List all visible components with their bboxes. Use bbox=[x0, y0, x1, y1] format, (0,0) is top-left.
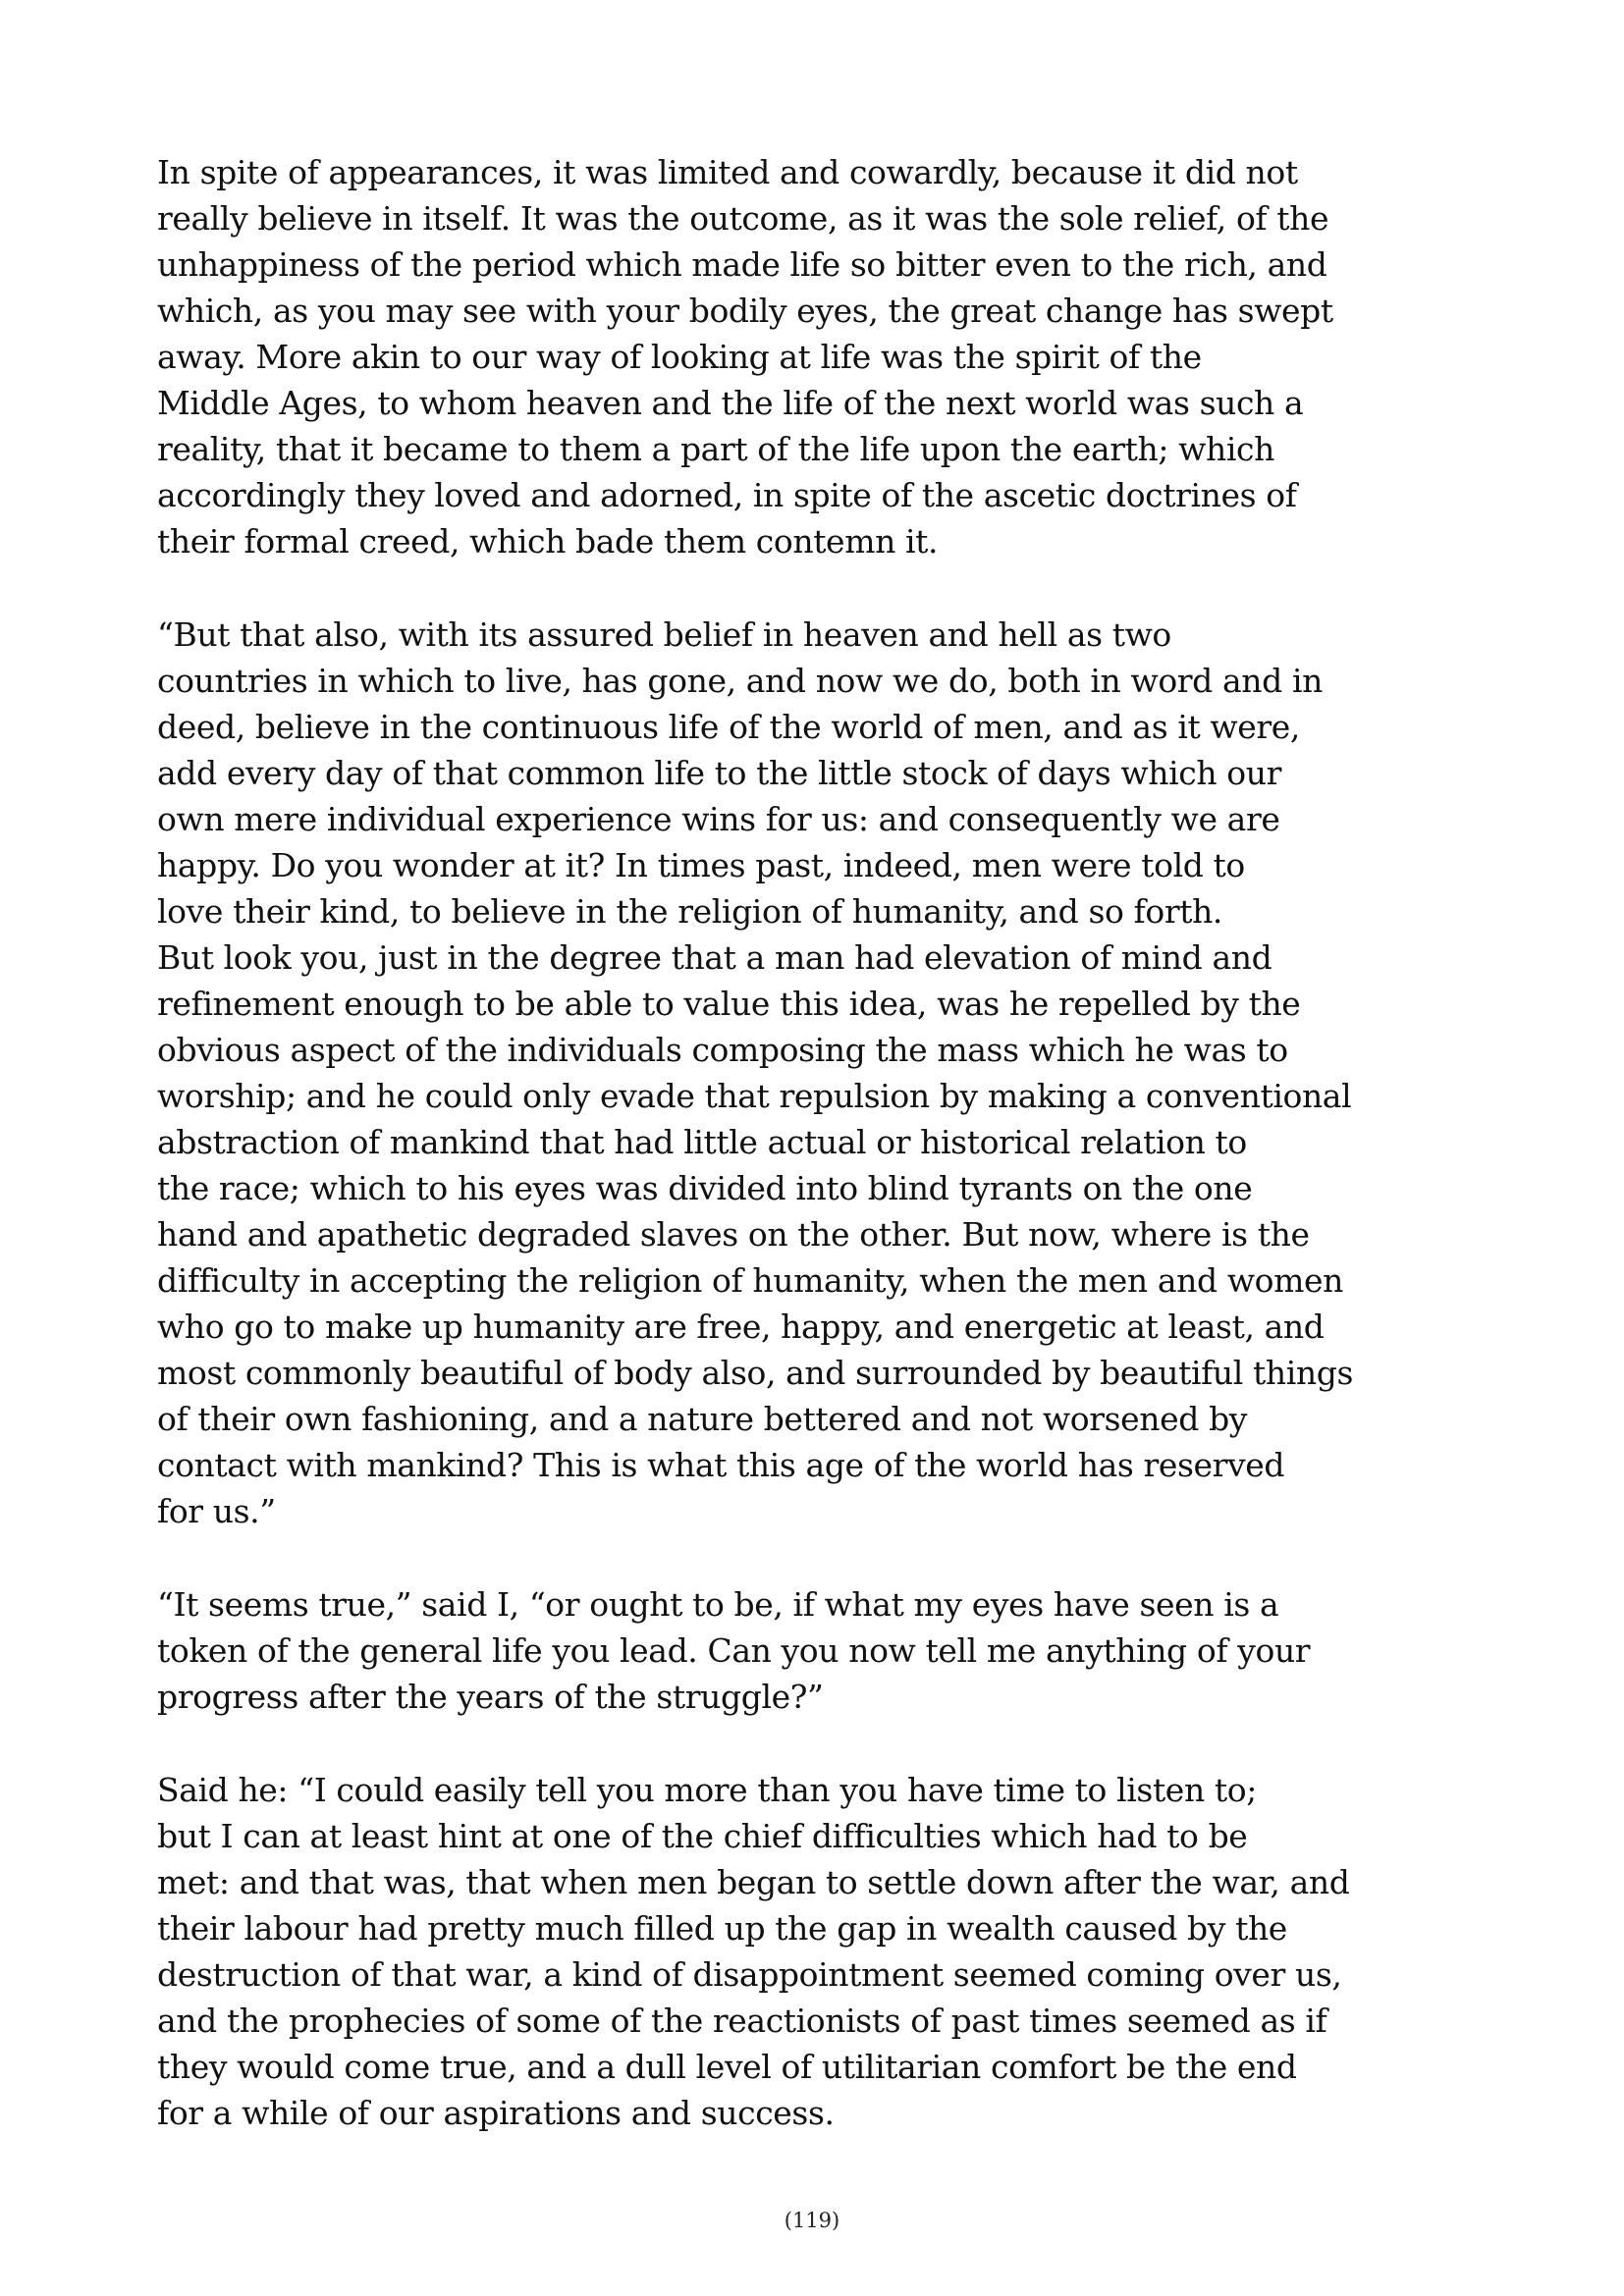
text-line: reality, that it became to them a part of the life upon the earth; which bbox=[157, 430, 1274, 468]
text-line: add every day of that common life to the little stock of days which our bbox=[157, 754, 1281, 792]
text-line: destruction of that war, a kind of disappointment seemed coming over us, bbox=[157, 1955, 1342, 1994]
text-line: hand and apathetic degraded slaves on the other. But now, where is the bbox=[157, 1215, 1310, 1254]
text-line: obvious aspect of the individuals composing the mass which he was to bbox=[157, 1031, 1288, 1069]
text-line: contact with mankind? This is what this age of the world has reserved bbox=[157, 1446, 1285, 1484]
text-line: But look you, just in the degree that a man had elevation of mind and bbox=[157, 938, 1272, 977]
body-text bbox=[157, 149, 1353, 2183]
text-line: “It seems true,” said I, “or ought to be, if what my eyes have seen is a bbox=[157, 1585, 1279, 1624]
text-line: who go to make up humanity are free, happy, and energetic at least, and bbox=[157, 1308, 1325, 1346]
paragraph bbox=[157, 612, 1353, 1534]
paragraph bbox=[157, 1767, 1350, 2136]
text-line: but I can at least hint at one of the chief difficulties which had to be bbox=[157, 1817, 1248, 1855]
text-line: their labour had pretty much filled up the gap in wealth caused by the bbox=[157, 1909, 1287, 1948]
text-line: most commonly beautiful of body also, and surrounded by beautiful things bbox=[157, 1354, 1353, 1392]
text-line: own mere individual experience wins for us: and consequently we are bbox=[157, 800, 1280, 838]
text-line: of their own fashioning, and a nature bettered and not worsened by bbox=[157, 1400, 1248, 1438]
text-line: happy. Do you wonder at it? In times past, indeed, men were told to bbox=[157, 846, 1245, 884]
text-line: Said he: “I could easily tell you more than you have time to listen to; bbox=[157, 1771, 1257, 1809]
text-line: their formal creed, which bade them contemn it. bbox=[157, 522, 939, 561]
text-line: and the prophecies of some of the reactionists of past times seemed as if bbox=[157, 2002, 1327, 2040]
paragraph bbox=[157, 1581, 1335, 1720]
text-line: really believe in itself. It was the outcome, as it was the sole relief, of the bbox=[157, 199, 1329, 238]
text-line: they would come true, and a dull level of utilitarian comfort be the end bbox=[157, 2048, 1297, 2086]
text-line: accordingly they loved and adorned, in spite of the ascetic doctrines of bbox=[157, 476, 1297, 514]
text-line: for a while of our aspirations and success. bbox=[157, 2094, 835, 2132]
text-line: refinement enough to be able to value this idea, was he repelled by the bbox=[157, 985, 1301, 1023]
text-line: the race; which to his eyes was divided into blind tyrants on the one bbox=[157, 1169, 1253, 1207]
text-line: abstraction of mankind that had little actual or historical relation to bbox=[157, 1123, 1247, 1161]
text-line: “But that also, with its assured belief in heaven and hell as two bbox=[157, 615, 1171, 654]
text-line: away. More akin to our way of looking at life was the spirit of the bbox=[157, 338, 1202, 376]
text-line: worship; and he could only evade that repulsion by making a conventional bbox=[157, 1077, 1352, 1115]
text-line: In spite of appearances, it was limited and cowardly, because it did not bbox=[157, 153, 1298, 191]
text-line: unhappiness of the period which made life so bitter even to the rich, and bbox=[157, 245, 1327, 284]
text-line: love their kind, to believe in the religion of humanity, and so forth. bbox=[157, 892, 1223, 931]
page-number: (119) bbox=[784, 2209, 840, 2232]
text-line: for us.” bbox=[157, 1492, 276, 1530]
text-line: progress after the years of the struggle?” bbox=[157, 1678, 824, 1716]
text-line: met: and that was, that when men began to settle down after the war, and bbox=[157, 1863, 1350, 1901]
text-line: token of the general life you lead. Can you now tell me anything of your bbox=[157, 1631, 1311, 1670]
text-line: difficulty in accepting the religion of humanity, when the men and women bbox=[157, 1261, 1344, 1300]
text-line: which, as you may see with your bodily eyes, the great change has swept bbox=[157, 292, 1333, 330]
text-line: countries in which to live, has gone, and now we do, both in word and in bbox=[157, 662, 1323, 700]
text-line: deed, believe in the continuous life of the world of men, and as it were, bbox=[157, 708, 1300, 746]
paragraph bbox=[157, 149, 1335, 564]
text-line: Middle Ages, to whom heaven and the life of the next world was such a bbox=[157, 384, 1304, 422]
